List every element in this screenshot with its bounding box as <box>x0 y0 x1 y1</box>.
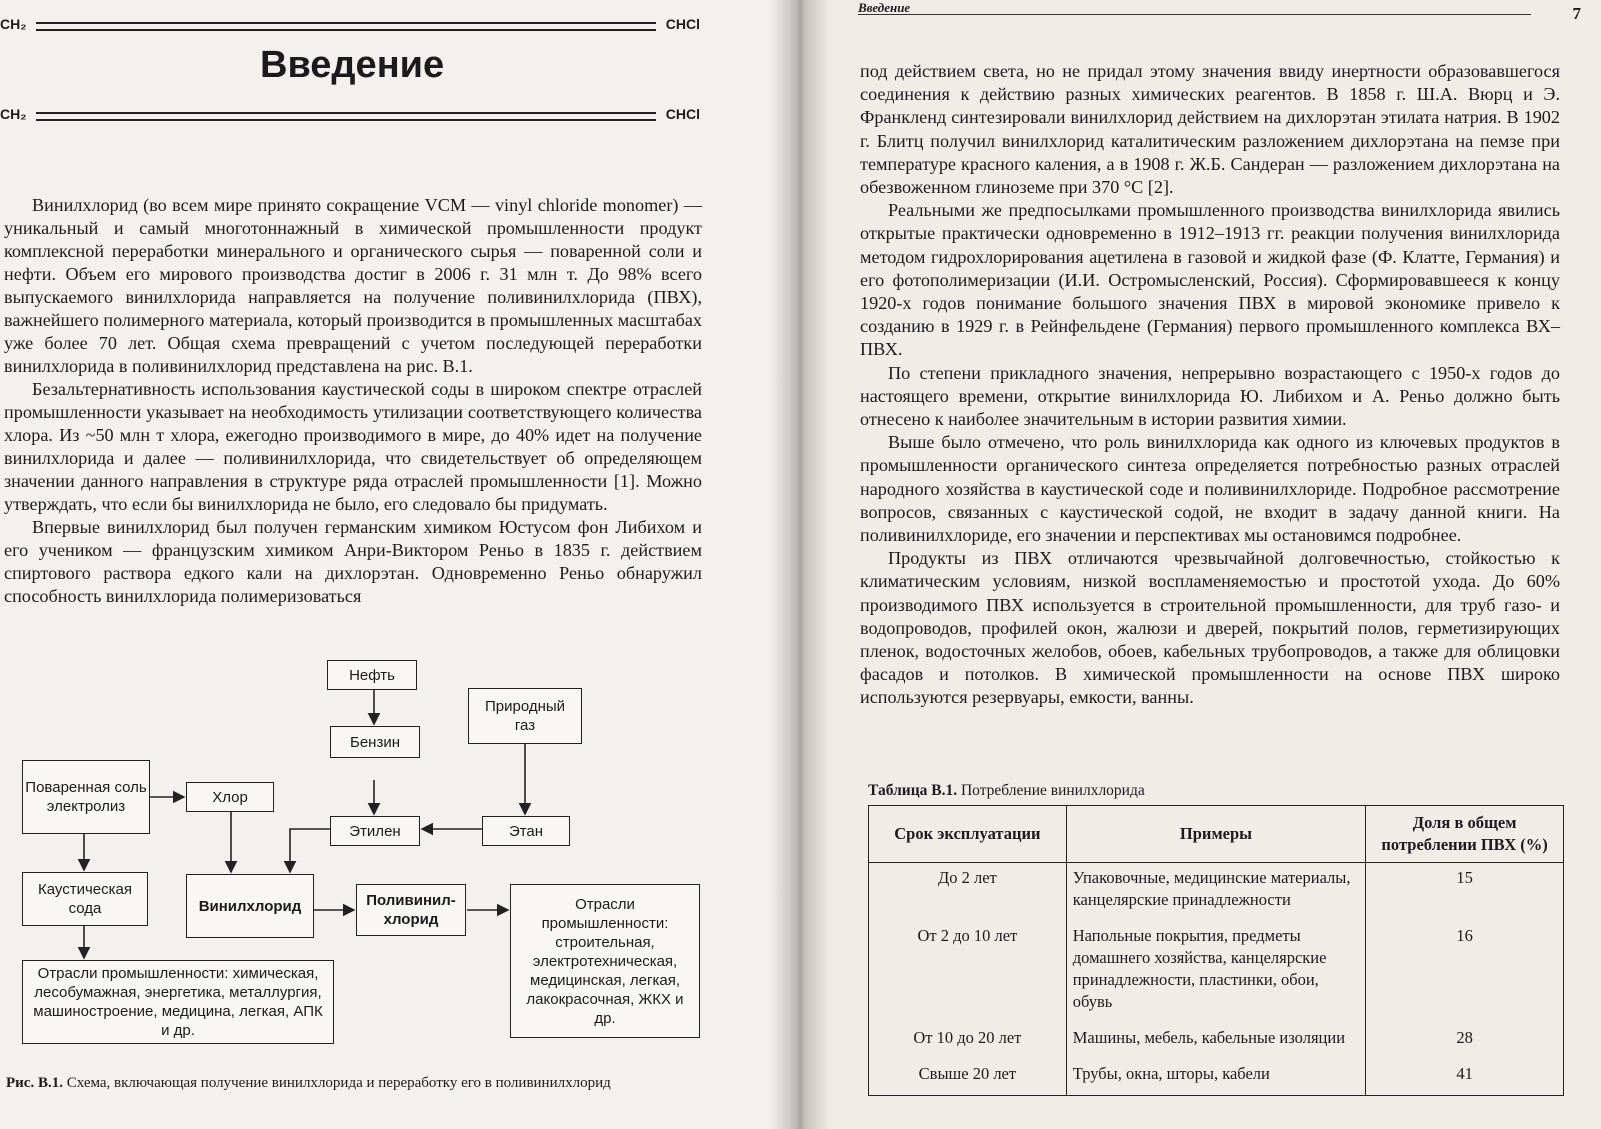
band-label-right: CHCl <box>665 16 700 32</box>
column-header: Срок эксплуатации <box>869 806 1067 863</box>
page-number: 7 <box>1572 4 1581 23</box>
paragraph: Впервые винилхлорид был получен германским химиком Юстусом фон Либихом и его учеником — французским химиком Анри-Виктором Реньо в 1835 г. действием спиртового раствора едкого кали на дихлорэтан. Одновременно Реньо обнаружил способность винилхлорида полимеризоваться <box>4 517 702 606</box>
term-cell: От 10 до 20 лет <box>869 1023 1067 1059</box>
paragraph: По степени прикладного значения, непрерывно возрастающего с 1950-х годов до настоящего времени, открытие винилхлорида Ю. Либихом и А. Реньо должно быть отнесено к наиболее значительным в истории развития химии. <box>860 362 1560 430</box>
caption-label: Рис. В.1. <box>6 1075 63 1091</box>
ethylene-box: Этилен <box>330 816 420 846</box>
table-title: Потребление винилхлорида <box>957 782 1145 799</box>
header-formula-band-top <box>0 14 700 34</box>
examples-cell: Трубы, окна, шторы, кабели <box>1066 1059 1365 1096</box>
term-cell: До 2 лет <box>869 863 1067 922</box>
term-cell: Свыше 20 лет <box>869 1059 1067 1096</box>
table-row <box>869 921 1564 1023</box>
left-page <box>0 0 790 1129</box>
band-label-left: CH₂ <box>0 16 27 32</box>
examples-cell: Машины, мебель, кабельные изоляции <box>1066 1023 1365 1059</box>
industries-box-2: Отрасли промышленности: строительная, электротехническая, медицинская, легкая, лакокрасочная, ЖКХ и др. <box>510 884 700 1038</box>
table-row <box>869 863 1564 922</box>
table-header-row <box>869 806 1564 863</box>
gasoline-box: Бензин <box>330 726 420 758</box>
share-cell: 15 <box>1366 863 1564 922</box>
double-rule <box>36 112 656 121</box>
column-header: Доля в общем потреблении ПВХ (%) <box>1366 806 1564 863</box>
paragraph: Продукты из ПВХ отличаются чрезвычайной долговечностью, стойкостью к климатическим условиям, низкой воспламеняемостью и простотой ухода. До 60% производимого ПВХ используется в строительной промышленности, для труб газо- и водопроводов, профилей окон, жалюзи и дверей, покрытий полов, герметизирующих пленок, водосточных желобов, обоев, кабельных трубопроводов, а также для облицовки фасадов и потолков. В химической промышленности на основе ПВХ широко используются резервуары, емкости, ванны. <box>860 548 1560 708</box>
double-rule <box>36 22 656 31</box>
column-header: Примеры <box>1066 806 1365 863</box>
industries-box-1: Отрасли промышленности: химическая, лесобумажная, энергетика, металлургия, машиностроение, медицина, легкая, АПК и др. <box>22 960 334 1044</box>
term-cell: От 2 до 10 лет <box>869 921 1067 1023</box>
table-row <box>869 1059 1564 1096</box>
running-head-rule <box>858 14 1531 15</box>
paragraph: Безальтернативность использования каустической соды в широком спектре отраслей промышленности указывает на необходимость утилизации соответствующего количества хлора. Из ~50 млн т хлора, ежегодно производимого в мире, до 40% идет на получение винилхлорида и далее — поливинилхлорида, что свидетельствует об определяющем значении данного направления в структуре ряда отраслей промышленности [1]. Можно утверждать, что если бы винилхлорида не было, его следовало бы придумать. <box>4 379 702 514</box>
examples-cell: Напольные покрытия, предметы домашнего хозяйства, канцелярские принадлежности, пластинки, обои, обувь <box>1066 921 1365 1023</box>
paragraph: под действием света, но не придал этому значения ввиду инертности образовавшегося соединения к действию разных химических реагентов. В 1858 г. Ш.А. Вюрц и Э. Франкленд синтезировали винилхлорид действием на дихлорэтан этилата натрия. В 1902 г. Блитц получил винилхлорид каталитическим разложением дихлорэтана на пемзе при температуре красного каления, а в 1908 г. Ж.Б. Сандеран — разложением дихлорэтана на обезвоженном глиноземе при 370 °C [2]. <box>860 61 1560 198</box>
pvc-box: Поливинил-хлорид <box>356 884 466 936</box>
share-cell: 41 <box>1366 1059 1564 1096</box>
paragraph: Выше было отмечено, что роль винилхлорида как одного из ключевых продуктов в промышленности органического синтеза определяется потребностью разных отраслей народного хозяйства в каустической соде и поливинилхлориде. Подробное рассмотрение вопросов, связанных с каустической содой, не входит в задачу данной книги. На поливинилхлориде, его значении и перспективах мы остановимся подробнее. <box>860 432 1560 546</box>
table-caption <box>868 782 1145 800</box>
chapter-title: Введение <box>260 44 445 86</box>
table-label: Таблица В.1. <box>868 782 958 799</box>
band-label-right: CHCl <box>665 106 700 122</box>
vinylchloride-box: Винилхлорид <box>186 874 314 938</box>
right-body-text <box>860 60 1560 710</box>
header-formula-band-bottom <box>0 104 700 124</box>
running-head: Введение <box>858 0 911 15</box>
share-cell: 16 <box>1366 921 1564 1023</box>
caption-text: Схема, включающая получение винилхлорида и переработку его в поливинилхлорид <box>62 1075 611 1091</box>
salt-electrolysis-box: Поваренная соль электролиз <box>22 760 150 834</box>
oil-box: Нефть <box>327 660 417 690</box>
left-body-text <box>4 194 702 608</box>
process-diagram <box>0 648 790 1068</box>
consumption-table <box>868 805 1564 1096</box>
chlorine-box: Хлор <box>186 782 274 812</box>
paragraph: Реальными же предпосылками промышленного производства винилхлорида явились открытые практически одновременно в 1912–1913 гг. реакции получения винилхлорида методом гидрохлорирования ацетилена в газовой и жидкой фазе (Ф. Клатте, Германия) и его фотополимеризации (И.И. Остромысленский, Россия). Сформировавшееся к концу 1920-х годов понимание большого значения ПВХ в мировой экономике привело к созданию в 1929 г. в Рейнфельдене (Германия) первого промышленного комплекса ВХ–ПВХ. <box>860 200 1560 360</box>
share-cell: 28 <box>1366 1023 1564 1059</box>
examples-cell: Упаковочные, медицинские материалы, канцелярские принадлежности <box>1066 863 1365 922</box>
paragraph: Винилхлорид (во всем мире принято сокращение VCM — vinyl chloride monomer) — уникальный и самый многотоннажный в химической промышленности продукт комплексной переработки минерального и органического сырья — поваренной соли и нефти. Объем его мирового производства достиг в 2006 г. 31 млн т. До 98% всего выпускаемого винилхлорида направляется на получение поливинилхлорида (ПВХ), важнейшего полимерного материала, который производится в промышленных масштабах уже более 70 лет. Общая схема превращений с учетом последующей переработки винилхлорида в поливинилхлорид представлена на рис. В.1. <box>4 195 702 376</box>
right-page <box>790 0 1601 1129</box>
figure-caption <box>6 1074 708 1092</box>
ethane-box: Этан <box>482 816 570 846</box>
table-row <box>869 1023 1564 1059</box>
band-label-left: CH₂ <box>0 106 27 122</box>
caustic-soda-box: Каустическая сода <box>22 872 148 926</box>
natural-gas-box: Природный газ <box>468 688 582 744</box>
